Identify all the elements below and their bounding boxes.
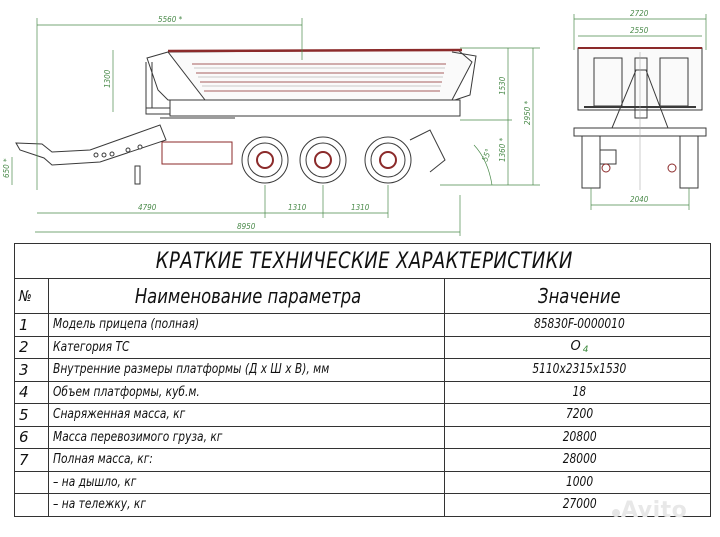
spec-table bbox=[14, 243, 711, 517]
header-number: № bbox=[15, 279, 49, 314]
svg-text:650 *: 650 * bbox=[2, 158, 11, 178]
avito-watermark: Avito bbox=[612, 498, 687, 523]
header-parameter: Наименование параметра bbox=[49, 279, 445, 314]
row-value-model: 85830F-0000010 bbox=[445, 314, 711, 337]
row-number: 1 bbox=[15, 314, 49, 337]
header-value: Значение bbox=[445, 279, 711, 314]
row-number: 3 bbox=[15, 359, 49, 382]
row-value: 7200 bbox=[445, 404, 711, 427]
table-row bbox=[15, 359, 711, 382]
row-parameter: Категория ТС bbox=[49, 336, 445, 359]
table-row bbox=[15, 449, 711, 472]
row-number: 6 bbox=[15, 426, 49, 449]
row-parameter: – на тележку, кг bbox=[49, 494, 445, 517]
row-number: 4 bbox=[15, 381, 49, 404]
table-row bbox=[15, 404, 711, 427]
row-value: 1000 bbox=[445, 471, 711, 494]
table-row bbox=[15, 314, 711, 337]
row-parameter: Внутренние размеры платформы (Д х Ш х В), мм bbox=[49, 359, 445, 382]
table-row bbox=[15, 336, 711, 359]
dump-body bbox=[168, 50, 472, 100]
row-value: 28000 bbox=[445, 449, 711, 472]
row-value-category: O $_4$ bbox=[445, 336, 711, 359]
row-number bbox=[15, 471, 49, 494]
row-parameter: Масса перевозимого груза, кг bbox=[49, 426, 445, 449]
svg-text:1360 *: 1360 * bbox=[498, 137, 507, 162]
row-value: 27000 bbox=[445, 494, 711, 517]
svg-text:4790: 4790 bbox=[138, 203, 157, 212]
row-parameter: Снаряженная масса, кг bbox=[49, 404, 445, 427]
row-value: 20800 bbox=[445, 426, 711, 449]
row-number: 7 bbox=[15, 449, 49, 472]
dim-overall-width: 2720 bbox=[630, 9, 649, 18]
row-number: 2 bbox=[15, 336, 49, 359]
table-row bbox=[15, 494, 711, 517]
table-title: КРАТКИЕ ТЕХНИЧЕСКИЕ ХАРАКТЕРИСТИКИ bbox=[15, 244, 711, 279]
row-value: 5110x2315x1530 bbox=[445, 359, 711, 382]
row-parameter: – на дышло, кг bbox=[49, 471, 445, 494]
svg-text:2550: 2550 bbox=[630, 26, 649, 35]
svg-text:1310: 1310 bbox=[288, 203, 307, 212]
table-row bbox=[15, 426, 711, 449]
row-parameter: Объем платформы, куб.м. bbox=[49, 381, 445, 404]
svg-text:1300: 1300 bbox=[103, 69, 112, 88]
svg-text:1310: 1310 bbox=[351, 203, 370, 212]
row-parameter: Полная масса, кг: bbox=[49, 449, 445, 472]
svg-text:8950: 8950 bbox=[237, 222, 256, 231]
spec-table-container bbox=[14, 243, 710, 517]
table-row bbox=[15, 381, 711, 404]
row-number bbox=[15, 494, 49, 517]
svg-text:1530: 1530 bbox=[498, 76, 507, 95]
row-parameter: Модель прицепа (полная) bbox=[49, 314, 445, 337]
trailer-technical-drawing bbox=[0, 0, 720, 240]
table-row bbox=[15, 471, 711, 494]
svg-text:2950 *: 2950 * bbox=[523, 100, 532, 125]
svg-text:2040: 2040 bbox=[630, 195, 649, 204]
svg-text:55°: 55° bbox=[480, 147, 494, 163]
row-value: 18 bbox=[445, 381, 711, 404]
dim-platform-length: 5560 * bbox=[158, 15, 183, 24]
avito-logo-icon bbox=[612, 509, 620, 517]
row-number: 5 bbox=[15, 404, 49, 427]
